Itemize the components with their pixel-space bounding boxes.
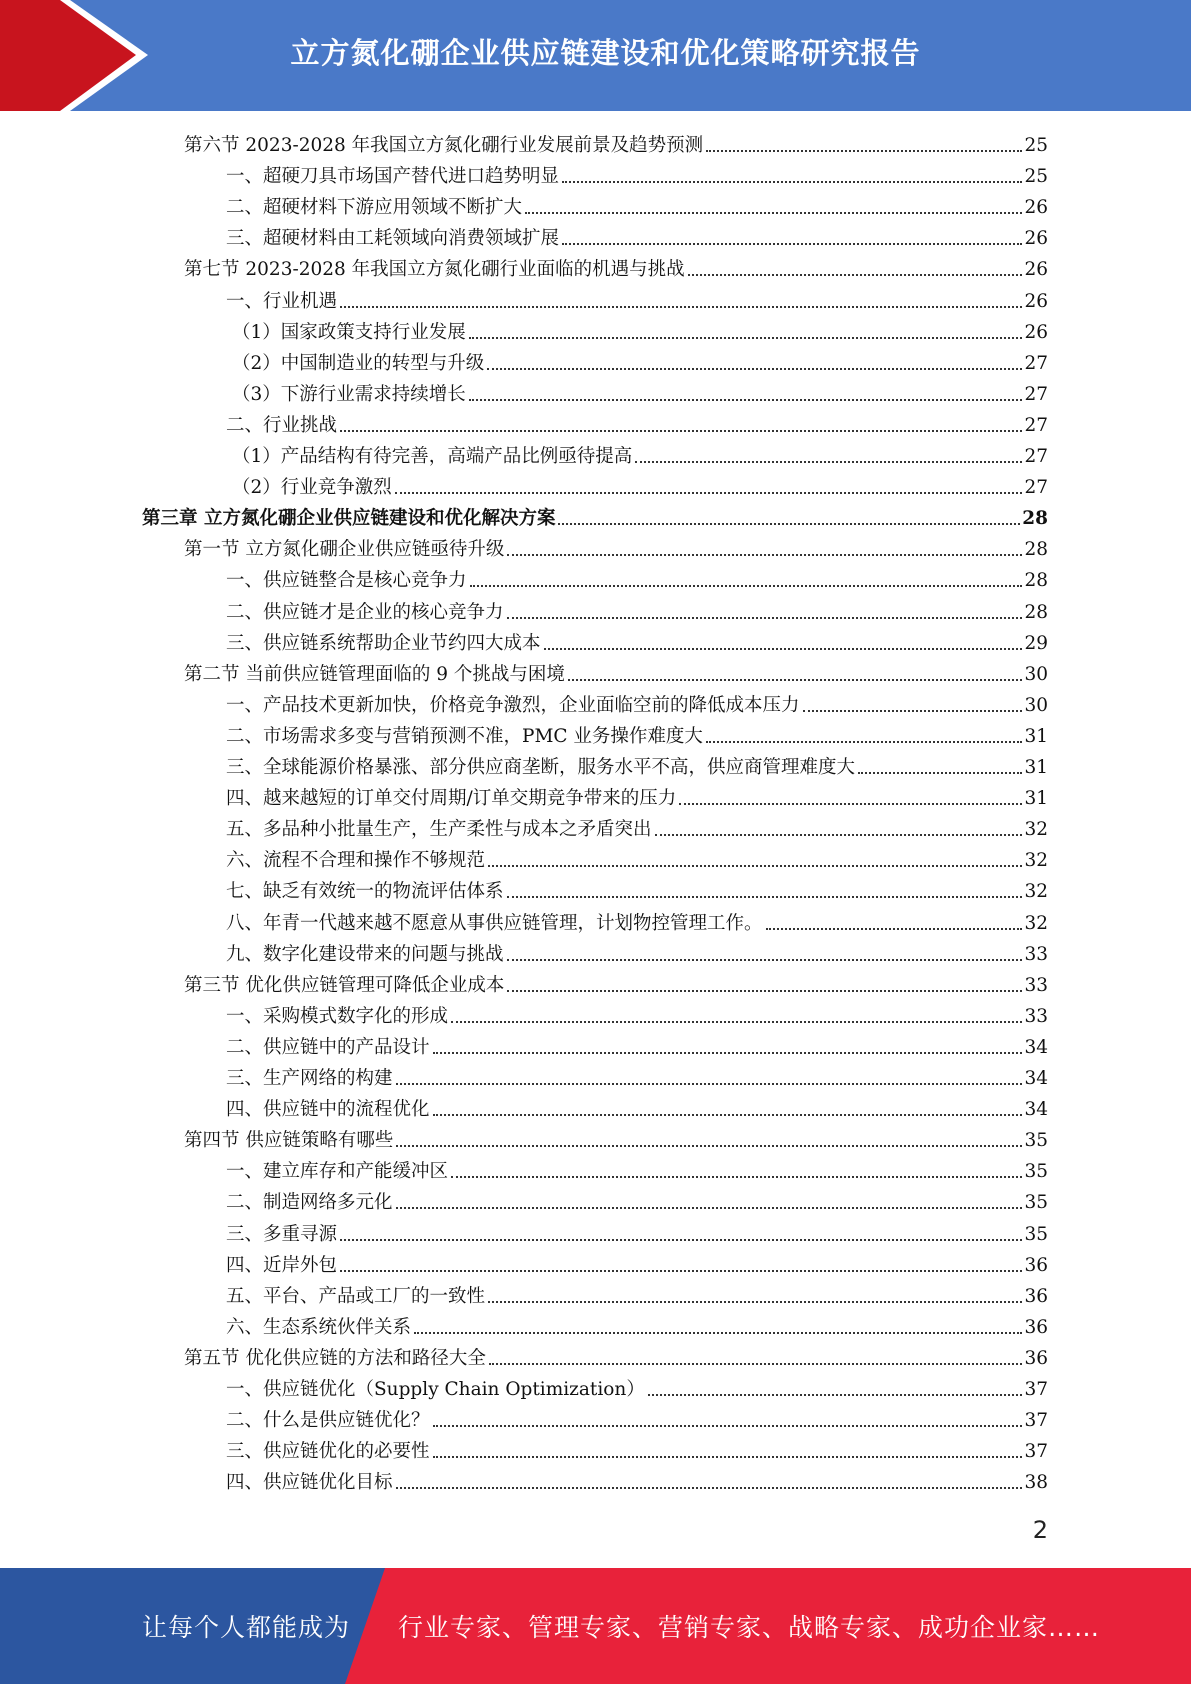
toc-entry-page: 25 <box>1024 166 1048 187</box>
toc-subsection-entry[interactable] <box>226 936 1048 967</box>
toc-entry-title: 二、供应链中的产品设计 <box>226 1037 430 1058</box>
toc-entry-title: 第一节 立方氮化硼企业供应链亟待升级 <box>184 539 505 560</box>
toc-section-entry[interactable] <box>184 531 1048 562</box>
header-title: 立方氮化硼企业供应链建设和优化策略研究报告 <box>290 36 921 70</box>
toc-dot-leader <box>488 865 1022 867</box>
toc-dot-leader <box>507 896 1023 898</box>
toc-subsection-entry[interactable] <box>226 1309 1048 1340</box>
toc-subsection-entry[interactable] <box>232 376 1048 407</box>
toc-dot-leader <box>679 803 1022 805</box>
toc-dot-leader <box>568 679 1023 681</box>
toc-dot-leader <box>562 181 1022 183</box>
toc-entry-page: 27 <box>1024 477 1048 498</box>
toc-entry-page: 33 <box>1024 975 1048 996</box>
toc-entry-title: 第三节 优化供应链管理可降低企业成本 <box>184 975 505 996</box>
toc-entry-title: 一、采购模式数字化的形成 <box>226 1006 449 1027</box>
toc-dot-leader <box>396 1487 1023 1489</box>
toc-subsection-entry[interactable] <box>226 1060 1048 1091</box>
toc-entry-title: 第四节 供应链策略有哪些 <box>184 1130 394 1151</box>
toc-entry-page: 28 <box>1022 508 1048 529</box>
toc-subsection-entry[interactable] <box>226 1371 1048 1402</box>
toc-dot-leader <box>648 1394 1023 1396</box>
toc-entry-page: 33 <box>1024 944 1048 965</box>
toc-entry-page: 30 <box>1024 664 1048 685</box>
toc-entry-page: 26 <box>1024 228 1048 249</box>
toc-dot-leader <box>396 1207 1023 1209</box>
chevron-logo-icon <box>0 0 170 111</box>
toc-subsection-entry[interactable] <box>226 1433 1048 1464</box>
toc-entry-title: 九、数字化建设带来的问题与挑战 <box>226 944 504 965</box>
toc-chapter-entry[interactable] <box>142 500 1048 531</box>
toc-section-entry[interactable] <box>184 656 1048 687</box>
toc-section-entry[interactable] <box>184 251 1048 282</box>
toc-dot-leader <box>433 1052 1023 1054</box>
toc-entry-title: （2）中国制造业的转型与升级 <box>232 353 485 374</box>
toc-dot-leader <box>396 1083 1023 1085</box>
toc-entry-page: 27 <box>1024 353 1048 374</box>
toc-entry-page: 30 <box>1024 695 1048 716</box>
toc-subsection-entry[interactable] <box>232 345 1048 376</box>
toc-entry-title: 三、供应链优化的必要性 <box>226 1441 430 1462</box>
toc-entry-title: 一、建立库存和产能缓冲区 <box>226 1161 449 1182</box>
toc-dot-leader <box>414 1332 1022 1334</box>
toc-dot-leader <box>340 430 1022 432</box>
page-header <box>0 0 1191 111</box>
toc-dot-leader <box>451 1021 1022 1023</box>
toc-subsection-entry[interactable] <box>226 158 1048 189</box>
toc-subsection-entry[interactable] <box>232 438 1048 469</box>
toc-dot-leader <box>469 337 1023 339</box>
toc-entry-title: 三、供应链系统帮助企业节约四大成本 <box>226 633 541 654</box>
page-footer <box>0 1568 1191 1684</box>
toc-entry-page: 32 <box>1024 913 1048 934</box>
toc-dot-leader <box>340 1239 1022 1241</box>
toc-entry-title: 八、年青一代越来越不愿意从事供应链管理，计划物控管理工作。 <box>226 913 763 934</box>
toc-entry-title: 二、供应链才是企业的核心竞争力 <box>226 602 504 623</box>
toc-subsection-entry[interactable] <box>226 998 1048 1029</box>
toc-entry-title: 四、供应链优化目标 <box>226 1472 393 1493</box>
toc-subsection-entry[interactable] <box>226 220 1048 251</box>
toc-entry-page: 33 <box>1024 1006 1048 1027</box>
toc-dot-leader <box>340 1270 1022 1272</box>
toc-entry-title: 三、全球能源价格暴涨、部分供应商垄断，服务水平不高，供应商管理难度大 <box>226 757 856 778</box>
toc-entry-title: （1）国家政策支持行业发展 <box>232 322 466 343</box>
toc-entry-page: 29 <box>1024 633 1048 654</box>
toc-subsection-entry[interactable] <box>226 905 1048 936</box>
toc-dot-leader <box>544 648 1023 650</box>
toc-entry-page: 31 <box>1024 788 1048 809</box>
toc-subsection-entry[interactable] <box>226 749 1048 780</box>
toc-entry-page: 36 <box>1024 1255 1048 1276</box>
toc-section-entry[interactable] <box>184 967 1048 998</box>
toc-entry-title: 第七节 2023-2028 年我国立方氮化硼行业面临的机遇与挑战 <box>184 259 685 280</box>
toc-subsection-entry[interactable] <box>226 1153 1048 1184</box>
toc-subsection-entry[interactable] <box>226 283 1048 314</box>
toc-entry-page: 28 <box>1024 602 1048 623</box>
toc-entry-title: 五、多品种小批量生产，生产柔性与成本之矛盾突出 <box>226 819 652 840</box>
toc-dot-leader <box>562 243 1022 245</box>
toc-entry-page: 36 <box>1024 1286 1048 1307</box>
toc-entry-page: 37 <box>1024 1441 1048 1462</box>
toc-entry-title: 二、什么是供应链优化？ <box>226 1410 430 1431</box>
toc-entry-page: 36 <box>1024 1348 1048 1369</box>
toc-entry-title: 四、供应链中的流程优化 <box>226 1099 430 1120</box>
toc-subsection-entry[interactable] <box>226 1029 1048 1060</box>
toc-subsection-entry[interactable] <box>226 1091 1048 1122</box>
toc-entry-page: 32 <box>1024 850 1048 871</box>
toc-section-entry[interactable] <box>184 1122 1048 1153</box>
toc-entry-title: 二、行业挑战 <box>226 415 338 436</box>
toc-dot-leader <box>706 150 1022 152</box>
toc-entry-title: 五、平台、产品或工厂的一致性 <box>226 1286 486 1307</box>
toc-dot-leader <box>395 492 1023 494</box>
toc-entry-title: 三、多重寻源 <box>226 1224 338 1245</box>
toc-dot-leader <box>803 710 1023 712</box>
toc-entry-title: 一、供应链优化（Supply Chain Optimization） <box>226 1379 645 1400</box>
toc-entry-page: 28 <box>1024 539 1048 560</box>
toc-subsection-entry[interactable] <box>226 780 1048 811</box>
toc-dot-leader <box>525 212 1022 214</box>
toc-entry-title: 一、供应链整合是核心竞争力 <box>226 570 467 591</box>
toc-entry-page: 32 <box>1024 819 1048 840</box>
toc-entry-page: 35 <box>1024 1161 1048 1182</box>
toc-subsection-entry[interactable] <box>226 1216 1048 1247</box>
footer-slogan-left: 让每个人都能成为 <box>142 1613 351 1642</box>
toc-entry-page: 27 <box>1024 415 1048 436</box>
toc-dot-leader <box>488 1301 1022 1303</box>
toc-entry-title: 七、缺乏有效统一的物流评估体系 <box>226 881 504 902</box>
toc-subsection-entry[interactable] <box>226 1278 1048 1309</box>
toc-dot-leader <box>489 1363 1023 1365</box>
toc-entry-title: 二、制造网络多元化 <box>226 1192 393 1213</box>
toc-entry-page: 35 <box>1024 1130 1048 1151</box>
toc-subsection-entry[interactable] <box>226 718 1048 749</box>
toc-subsection-entry[interactable] <box>226 687 1048 718</box>
toc-entry-page: 31 <box>1024 726 1048 747</box>
toc-entry-title: 二、市场需求多变与营销预测不准，PMC 业务操作难度大 <box>226 726 703 747</box>
toc-subsection-entry[interactable] <box>226 407 1048 438</box>
toc-subsection-entry[interactable] <box>226 189 1048 220</box>
toc-dot-leader <box>766 928 1023 930</box>
toc-entry-title: 四、近岸外包 <box>226 1255 338 1276</box>
toc-entry-page: 28 <box>1024 570 1048 591</box>
toc-dot-leader <box>507 990 1022 992</box>
toc-entry-page: 34 <box>1024 1099 1048 1120</box>
toc-entry-page: 32 <box>1024 881 1048 902</box>
toc-dot-leader <box>433 1456 1023 1458</box>
toc-section-entry[interactable] <box>184 127 1048 158</box>
toc-entry-title: （2）行业竞争激烈 <box>232 477 392 498</box>
toc-entry-page: 31 <box>1024 757 1048 778</box>
toc-subsection-entry[interactable] <box>226 1247 1048 1278</box>
toc-dot-leader <box>470 585 1023 587</box>
toc-dot-leader <box>487 368 1022 370</box>
toc-subsection-entry[interactable] <box>226 842 1048 873</box>
toc-subsection-entry[interactable] <box>232 469 1048 500</box>
toc-dot-leader <box>451 1176 1022 1178</box>
toc-dot-leader <box>507 554 1022 556</box>
toc-entry-title: （1）产品结构有待完善，高端产品比例亟待提高 <box>232 446 633 467</box>
toc-entry-page: 27 <box>1024 446 1048 467</box>
toc-dot-leader <box>706 741 1023 743</box>
toc-entry-page: 35 <box>1024 1224 1048 1245</box>
toc-subsection-entry[interactable] <box>226 1464 1048 1495</box>
toc-entry-title: 三、超硬材料由工耗领域向消费领域扩展 <box>226 228 560 249</box>
toc-dot-leader <box>433 1425 1023 1427</box>
toc-subsection-entry[interactable] <box>226 873 1048 904</box>
toc-entry-title: 三、生产网络的构建 <box>226 1068 393 1089</box>
toc-section-entry[interactable] <box>184 1340 1048 1371</box>
toc-dot-leader <box>635 461 1022 463</box>
toc-subsection-entry[interactable] <box>226 811 1048 842</box>
toc-dot-leader <box>396 1145 1022 1147</box>
toc-entry-page: 26 <box>1024 291 1048 312</box>
toc-subsection-entry[interactable] <box>226 594 1048 625</box>
toc-entry-page: 34 <box>1024 1068 1048 1089</box>
toc-subsection-entry[interactable] <box>226 1402 1048 1433</box>
footer-slogan-right: 行业专家、管理专家、营销专家、战略专家、成功企业家…… <box>398 1613 1101 1642</box>
toc-dot-leader <box>507 959 1023 961</box>
toc-entry-title: 一、超硬刀具市场国产替代进口趋势明显 <box>226 166 560 187</box>
toc-subsection-entry[interactable] <box>226 562 1048 593</box>
toc-entry-title: 六、流程不合理和操作不够规范 <box>226 850 486 871</box>
toc-entry-page: 37 <box>1024 1379 1048 1400</box>
toc-entry-page: 27 <box>1024 384 1048 405</box>
toc-entry-title: 六、生态系统伙伴关系 <box>226 1317 412 1338</box>
toc-entry-page: 34 <box>1024 1037 1048 1058</box>
toc-dot-leader <box>858 772 1022 774</box>
toc-entry-page: 36 <box>1024 1317 1048 1338</box>
toc-entry-title: 二、超硬材料下游应用领域不断扩大 <box>226 197 523 218</box>
toc-dot-leader <box>433 1114 1023 1116</box>
toc-entry-page: 26 <box>1024 322 1048 343</box>
toc-dot-leader <box>655 834 1023 836</box>
toc-entry-page: 26 <box>1024 197 1048 218</box>
toc-subsection-entry[interactable] <box>226 1184 1048 1215</box>
toc-subsection-entry[interactable] <box>232 314 1048 345</box>
toc-entry-page: 38 <box>1024 1472 1048 1493</box>
toc-entry-title: 第六节 2023-2028 年我国立方氮化硼行业发展前景及趋势预测 <box>184 135 704 156</box>
page-number: 2 <box>1032 1516 1048 1544</box>
toc-dot-leader <box>340 306 1022 308</box>
toc-subsection-entry[interactable] <box>226 625 1048 656</box>
toc-dot-leader <box>688 274 1023 276</box>
toc-entry-title: 第二节 当前供应链管理面临的 9 个挑战与困境 <box>184 664 565 685</box>
toc-entry-title: 四、越来越短的订单交付周期/订单交期竞争带来的压力 <box>226 788 677 809</box>
toc-dot-leader <box>558 523 1020 525</box>
toc-dot-leader <box>469 399 1023 401</box>
toc-entry-title: （3）下游行业需求持续增长 <box>232 384 466 405</box>
toc-entry-title: 一、产品技术更新加快，价格竞争激烈，企业面临空前的降低成本压力 <box>226 695 800 716</box>
toc-entry-title: 一、行业机遇 <box>226 291 338 312</box>
toc-dot-leader <box>507 617 1023 619</box>
toc-entry-page: 37 <box>1024 1410 1048 1431</box>
toc-entry-page: 25 <box>1024 135 1048 156</box>
toc-entry-title: 第三章 立方氮化硼企业供应链建设和优化解决方案 <box>142 508 556 529</box>
toc-entry-page: 26 <box>1024 259 1048 280</box>
toc-entry-title: 第五节 优化供应链的方法和路径大全 <box>184 1348 486 1369</box>
toc-entry-page: 35 <box>1024 1192 1048 1213</box>
